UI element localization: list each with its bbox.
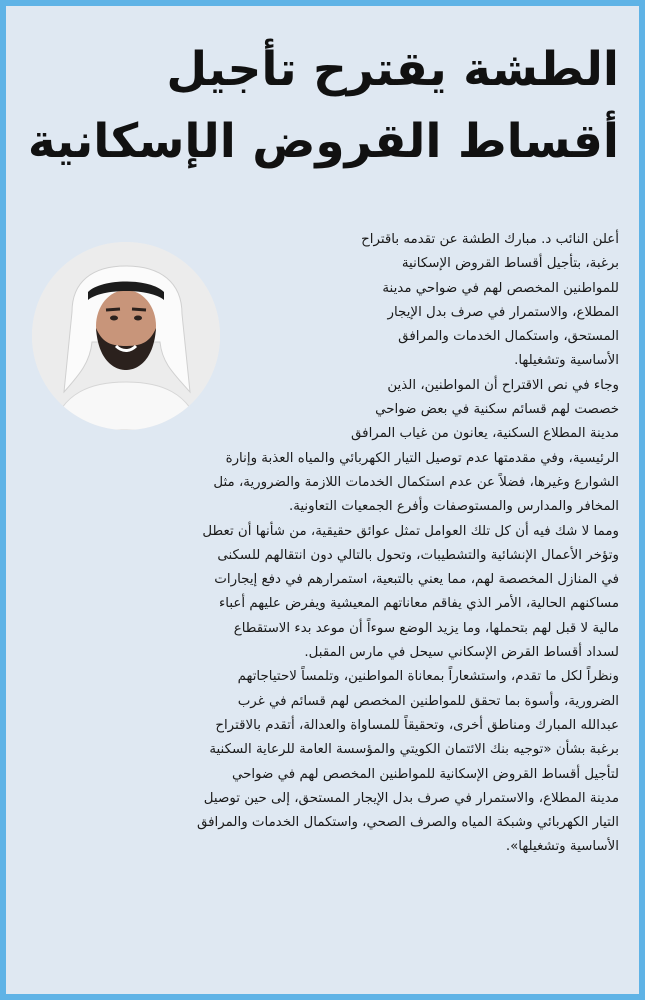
body-line: ونظراً لكل ما تقدم، واستشعاراً بمعاناة المواطنين، وتلمساً لاحتياجاتهم [237, 669, 619, 685]
body-line: مالية لا قبل لهم بتحملها، وما يزيد الوضع سوءاً أن موعد بدء الاستقطاع [233, 620, 619, 636]
body-line: لسداد أقساط القرض الإسكاني سيحل في مارس المقبل. [304, 645, 619, 661]
article-body [22, 228, 619, 860]
body-line: برغبة بشأن «توجيه بنك الائتمان الكويتي والمؤسسة العامة للرعاية السكنية [209, 742, 619, 758]
body-line: التيار الكهربائي وشبكة المياه والصرف الصحي، واستكمال الخدمات والمرافق [196, 815, 619, 831]
body-line: وتؤخر الأعمال الإنشائية والتشطيبات، وتحول بالتالي دون انتقالهم للسكنى [217, 547, 619, 563]
headline-line: أقساط القروض الإسكانية [27, 114, 619, 169]
body-line: أعلن النائب د. مبارك الطشة عن تقدمه باقتراح [361, 232, 619, 247]
body-line: الأساسية وتشغيلها. [514, 353, 619, 369]
body-line: الرئيسية، وفي مقدمتها عدم توصيل التيار الكهربائي والمياه العذبة وإنارة [225, 450, 619, 466]
body-line: برغبة، بتأجيل أقساط القروض الإسكانية [401, 256, 619, 272]
body-line: عبدالله المبارك ومناطق أخرى، وتحقيقاً للمساواة والعدالة، أتقدم بالاقتراح [215, 717, 619, 733]
body-line: خصصت لهم قسائم سكنية في بعض ضواحي [375, 402, 619, 418]
body-line: لتأجيل أقساط القروض الإسكانية للمواطنين المخصص لهم في ضواحي [231, 766, 619, 782]
body-line: مدينة المطلاع السكنية، يعانون من غياب المرافق [351, 426, 619, 442]
body-line: ومما لا شك فيه أن كل تلك العوامل تمثل عوائق حقيقية، من شأنها أن تعطل [202, 523, 619, 539]
body-line: المطلاع، والاستمرار في صرف بدل الإيجار [387, 304, 619, 320]
body-line: المستحق، واستكمال الخدمات والمرافق [398, 329, 619, 345]
body-line: مساكنهم الحالية، الأمر الذي يفاقم معاناتهم المعيشية ويفرض عليهم أعباء [218, 596, 619, 612]
headline-line: الطشة يقترح تأجيل [166, 42, 619, 97]
body-line: في المنازل المخصصة لهم، مما يعني بالتبعية، استمرارهم في دفع إيجارات [214, 572, 619, 588]
body-line: للمواطنين المخصص لهم في ضواحي مدينة [382, 280, 619, 296]
body-line: مدينة المطلاع، والاستمرار في صرف بدل الإيجار المستحق، إلى حين توصيل [203, 790, 619, 806]
body-line: الأساسية وتشغيلها». [505, 839, 619, 855]
body-line: المخافر والمدارس والمستوصفات وأفرع الجمعيات التعاونية. [288, 499, 619, 515]
body-line: الضرورية، وأسوة بما تحقق للمواطنين المخصص لهم قسائم في غرب [237, 693, 619, 709]
body-line: وجاء في نص الاقتراح أن المواطنين، الذين [387, 377, 619, 393]
article-headline [20, 34, 619, 178]
body-line: الشوارع وغيرها، فضلاً عن عدم استكمال الخدمات اللازمة والضرورية، مثل [213, 474, 619, 490]
